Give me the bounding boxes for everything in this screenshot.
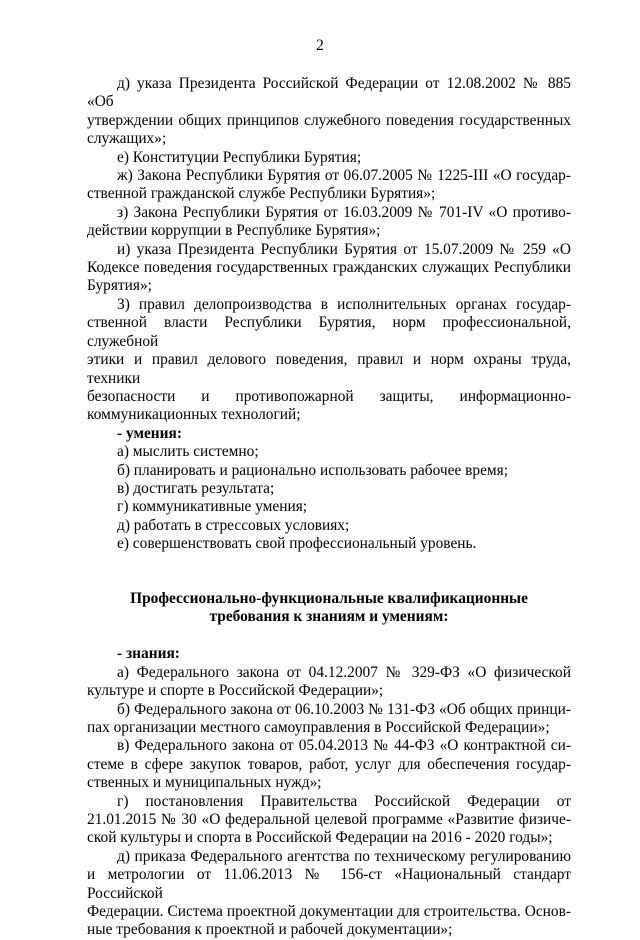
list-item bbox=[87, 848, 571, 940]
text-line: и) указа Президента Республики Бурятия от 15.07.2009 № 259 «О bbox=[117, 240, 571, 258]
text-line: стеме в сфере закупок товаров, работ, услуг для обеспечения государ- bbox=[87, 755, 571, 773]
list-item bbox=[87, 241, 571, 296]
text-line: г) постановления Правительства Российской Федерации от bbox=[117, 792, 571, 810]
list-item bbox=[87, 75, 571, 149]
text-line: 3) правил делопроизводства в исполнительных органах государ- bbox=[117, 295, 571, 313]
text-line: ж) Закона Республики Бурятия от 06.07.2005 № 1225-III «О государ- bbox=[117, 167, 571, 185]
text-line: ской культуры и спорта в Российской Федерации на 2016 - 2020 годы»; bbox=[87, 829, 553, 847]
text-line: д) приказа Федерального агентства по техническому регулированию bbox=[117, 847, 571, 865]
skills-heading: - умения: bbox=[117, 424, 182, 442]
text-line: а) Федерального закона от 04.12.2007 № 329-ФЗ «О физической bbox=[117, 663, 571, 681]
text-line: безопасности и противопожарной защиты, информационно- bbox=[87, 387, 571, 405]
list-item bbox=[87, 296, 571, 425]
text-line: ные требования к проектной и рабочей документации»; bbox=[87, 921, 453, 939]
text-line: в) Федерального закона от 05.04.2013 № 44-ФЗ «О контрактной си- bbox=[117, 737, 571, 755]
text-line: утверждении общих принципов служебного поведения государственных bbox=[87, 111, 571, 129]
text-line: пах организации местного самоуправления в Российской Федерации»; bbox=[87, 719, 550, 736]
skills-item: д) работать в стрессовых условиях; bbox=[117, 516, 350, 534]
text-line: 21.01.2015 № 30 «О федеральной целевой программе «Развитие физиче- bbox=[87, 811, 571, 829]
skills-item: е) совершенствовать свой профессиональный уровень. bbox=[117, 535, 477, 553]
text-line: е) Конституции Республики Бурятия; bbox=[117, 148, 362, 166]
text-line: Бурятия»; bbox=[87, 277, 152, 295]
text-line: д) указа Президента Российской Федерации от 12.08.2002 № 885 «Об bbox=[87, 75, 571, 111]
skills-item: а) мыслить системно; bbox=[117, 443, 259, 461]
list-item bbox=[87, 204, 571, 241]
list-item bbox=[87, 793, 571, 848]
skills-list bbox=[87, 443, 571, 553]
section-heading-line-2: требования к знаниям и умениям: bbox=[209, 607, 449, 625]
text-line: б) Федерального закона от 06.10.2003 № 131-ФЗ «Об общих принци- bbox=[117, 700, 571, 718]
skills-item: г) коммуникативные умения; bbox=[117, 498, 308, 516]
text-line: служащих»; bbox=[87, 130, 167, 148]
knowledge-heading: - знания: bbox=[117, 645, 180, 663]
list-item bbox=[87, 737, 571, 792]
text-line: Федерации. Система проектной документации для строительства. Основ- bbox=[87, 903, 571, 921]
text-line: действии коррупции в Республике Бурятия»; bbox=[87, 222, 381, 240]
text-line: ственной гражданской службе Республики Бурятия»; bbox=[87, 185, 436, 203]
text-line: ственных и муниципальных нужд»; bbox=[87, 774, 322, 792]
list-item bbox=[87, 664, 571, 701]
list-item bbox=[87, 149, 571, 167]
section-heading-line-1: Профессионально-функциональные квалификационные bbox=[130, 589, 528, 607]
page-number: 2 bbox=[316, 37, 324, 54]
text-line: коммуникационных технологий; bbox=[87, 406, 301, 424]
text-line: з) Закона Республики Бурятия от 16.03.2009 № 701-IV «О противо- bbox=[117, 203, 571, 221]
list-item bbox=[87, 701, 571, 738]
document-body bbox=[87, 75, 571, 940]
skills-item: в) достигать результата; bbox=[117, 479, 275, 497]
text-line: этики и правил делового поведения, правил и норм охраны труда, техники bbox=[87, 351, 571, 387]
text-line: и метрологии от 11.06.2013 № 156-ст «Национальный стандарт Российской bbox=[87, 866, 571, 902]
text-line: ственной власти Республики Бурятия, норм профессиональной, служебной bbox=[87, 314, 571, 350]
skills-item: б) планировать и рационально использовать рабочее время; bbox=[117, 461, 509, 479]
text-line: культуре и спорте в Российской Федерации»; bbox=[87, 682, 384, 700]
knowledge-list bbox=[87, 664, 571, 940]
list-item bbox=[87, 167, 571, 204]
knowledge-list-continued bbox=[87, 75, 571, 425]
text-line: Кодексе поведения государственных гражданских служащих Республики bbox=[87, 259, 571, 277]
